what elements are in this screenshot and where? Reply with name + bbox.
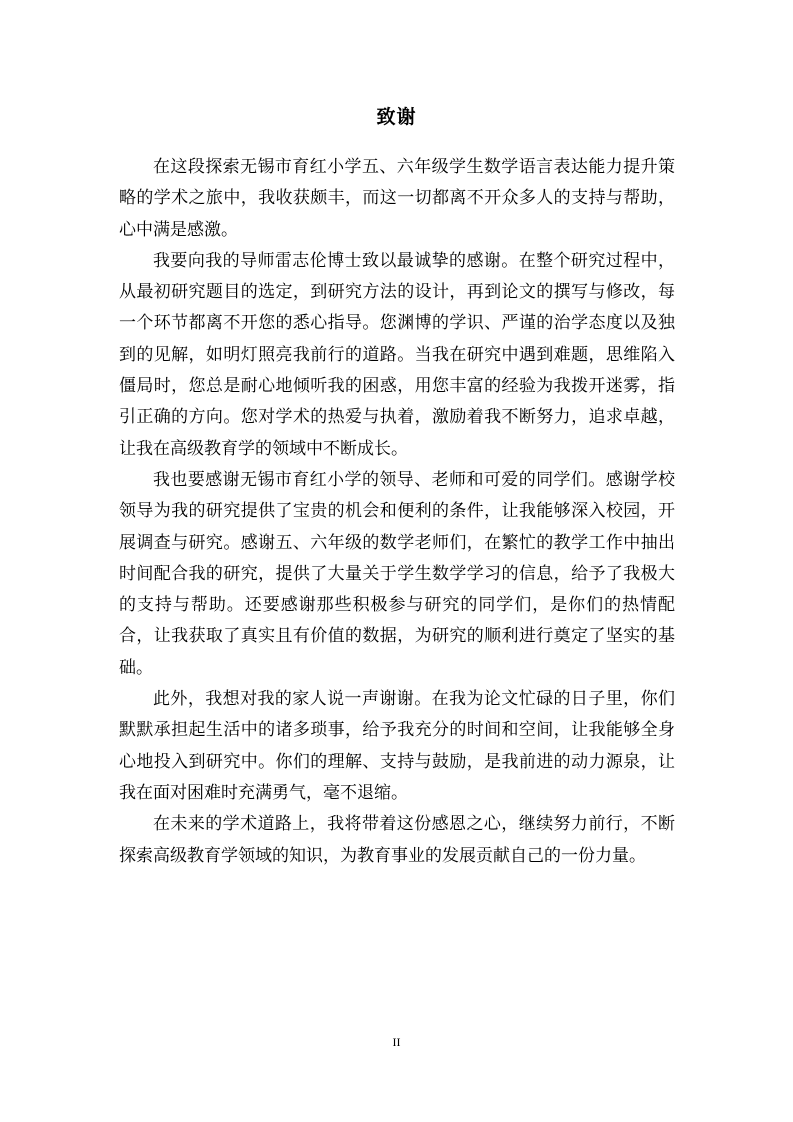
paragraph-family: 此外，我想对我的家人说一声谢谢。在我为论文忙碌的日子里，你们默默承担起生活中的诸多琐事，给予我充分的时间和空间，让我能够全身心地投入到研究中。你们的理解、支持与鼓励，是我前进的动力源泉，让我在面对困难时充满勇气，毫不退缩。 [119, 689, 675, 803]
body-text [119, 152, 675, 872]
paragraph-advisor: 我要向我的导师雷志伦博士致以最诚挚的感谢。在整个研究过程中，从最初研究题目的选定，到研究方法的设计，再到论文的撰写与修改，每一个环节都离不开您的悉心指导。您渊博的学识、严谨的治学态度以及独到的见解，如明灯照亮我前行的道路。当我在研究中遇到难题，思维陷入僵局时，您总是耐心地倾听我的困惑，用您丰富的经验为我拨开迷雾，指引正确的方向。您对学术的热爱与执着，激励着我不断努力，追求卓越，让我在高级教育学的领域中不断成长。 [119, 250, 675, 459]
paragraph-school: 我也要感谢无锡市育红小学的领导、老师和可爱的同学们。感谢学校领导为我的研究提供了宝贵的机会和便利的条件，让我能够深入校园，开展调查与研究。感谢五、六年级的数学老师们，在繁忙的教学工作中抽出时间配合我的研究，提供了大量关于学生数学学习的信息，给予了我极大的支持与帮助。还要感谢那些积极参与研究的同学们，是你们的热情配合，让我获取了真实且有价值的数据，为研究的顺利进行奠定了坚实的基础。 [119, 469, 675, 678]
page-title: 致谢 [376, 106, 417, 128]
paragraph-intro: 在这段探索无锡市育红小学五、六年级学生数学语言表达能力提升策略的学术之旅中，我收获颇丰，而这一切都离不开众多人的支持与帮助，心中满是感激。 [119, 157, 675, 240]
paragraph-closing: 在未来的学术道路上，我将带着这份感恩之心，继续努力前行，不断探索高级教育学领域的知识，为教育事业的发展贡献自己的一份力量。 [119, 814, 675, 866]
page-number: II [392, 1035, 401, 1049]
